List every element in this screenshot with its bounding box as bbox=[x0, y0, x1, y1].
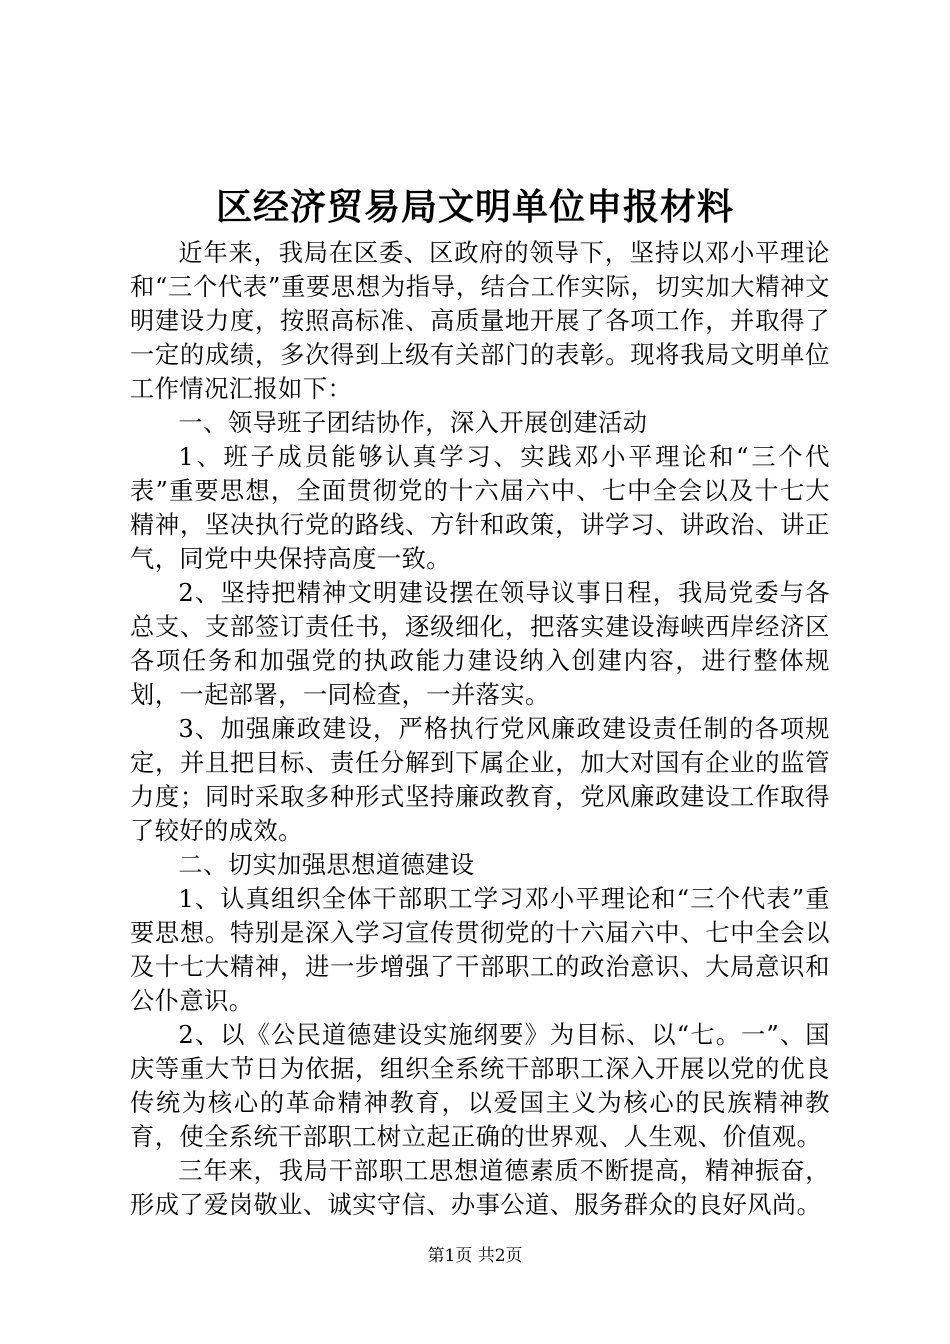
section-1-item-2: 2、坚持把精神文明建设摆在领导议事日程，我局党委与各总支、支部签订责任书，逐级细化，把落实建设海峡西岸经济区各项任务和加强党的执政能力建设纳入创建内容，进行整体规划，一起部署，一同检查，一并落实。 bbox=[130, 579, 830, 709]
section-1-item-3: 3、加强廉政建设，严格执行党风廉政建设责任制的各项规定，并且把目标、责任分解到下属企业，加大对国有企业的监管力度；同时采取多种形式坚持廉政教育，党风廉政建设工作取得了较好的成效。 bbox=[130, 715, 830, 845]
document-title: 区经济贸易局文明单位申报材料 bbox=[215, 187, 734, 228]
section-heading-1: 一、领导班子团结协作，深入开展创建活动 bbox=[178, 409, 648, 437]
page-number: 第1页 共2页 bbox=[427, 1246, 523, 1266]
document-body bbox=[130, 236, 830, 1222]
section-2-item-2: 2、以《公民道德建设实施纲要》为目标、以“七。一”、国庆等重大节日为依据，组织全系统干部职工深入开展以党的优良传统为核心的革命精神教育，以爱国主义为核心的民族精神教育，使全系统干部职工树立起正确的世界观、人生观、价值观。 bbox=[130, 1021, 830, 1151]
closing-paragraph: 三年来，我局干部职工思想道德素质不断提高，精神振奋，形成了爱岗敬业、诚实守信、办事公道、服务群众的良好风尚。 bbox=[130, 1157, 830, 1219]
section-1-item-1: 1、班子成员能够认真学习、实践邓小平理论和“三个代表”重要思想，全面贯彻党的十六届六中、七中全会以及十七大精神，坚决执行党的路线、方针和政策，讲学习、讲政治、讲正气，同党中央保持高度一致。 bbox=[130, 443, 830, 573]
section-2-item-1: 1、认真组织全体干部职工学习邓小平理论和“三个代表”重要思想。特别是深入学习宣传贯彻党的十六届六中、七中全会以及十七大精神，进一步增强了干部职工的政治意识、大局意识和公仆意识。 bbox=[130, 885, 830, 1015]
intro-paragraph: 近年来，我局在区委、区政府的领导下，坚持以邓小平理论和“三个代表”重要思想为指导，结合工作实际，切实加大精神文明建设力度，按照高标准、高质量地开展了各项工作，并取得了一定的成绩，多次得到上级有关部门的表彰。现将我局文明单位工作情况汇报如下： bbox=[130, 239, 830, 403]
section-heading-2: 二、切实加强思想道德建设 bbox=[178, 851, 475, 879]
